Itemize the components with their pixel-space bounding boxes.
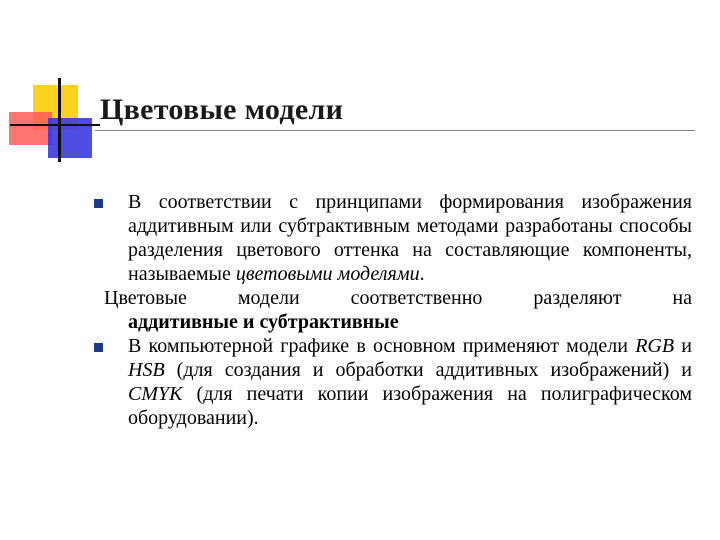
decor-horizontal-line xyxy=(10,124,100,126)
p3-hsb: HSB xyxy=(128,359,165,381)
p1-italic-term: цветовыми моделями xyxy=(235,263,420,285)
slide-content xyxy=(104,190,692,430)
paragraph-2-line-1 xyxy=(104,286,692,310)
bullet-paragraph-1 xyxy=(104,190,692,286)
p3-rgb: RGB xyxy=(635,335,675,357)
slide-title: Цветовые модели xyxy=(100,93,344,126)
title-underline xyxy=(95,130,695,131)
p1-end: . xyxy=(419,263,425,285)
square-bullet-icon xyxy=(94,199,103,208)
bullet-paragraph-3 xyxy=(104,334,692,430)
p3-cmyk: CMYK xyxy=(128,383,183,405)
p1-text: В соответствии с принципами формирования изображения аддитивным или субтрактивным методами разработаны способы разделения цветового оттенка на составляющие компоненты, называемые xyxy=(128,191,692,285)
p3-b: и xyxy=(674,335,693,357)
square-bullet-icon xyxy=(94,343,103,352)
paragraph-2-line-2 xyxy=(104,310,692,334)
decor-red-rectangle xyxy=(9,112,52,145)
p3-c: (для создания и обработки аддитивных изображений) и xyxy=(164,359,692,381)
decor-vertical-line xyxy=(58,78,61,162)
p3-a: В компьютерной графике в основном применяют модели xyxy=(128,335,636,357)
p3-d: (для печати копии изображения на полиграфическом оборудовании). xyxy=(128,383,692,429)
p2-rest: аддитивные и субтрактивные xyxy=(128,311,399,333)
p2-first-line: Цветовые модели соответственно разделяют на xyxy=(104,287,692,309)
